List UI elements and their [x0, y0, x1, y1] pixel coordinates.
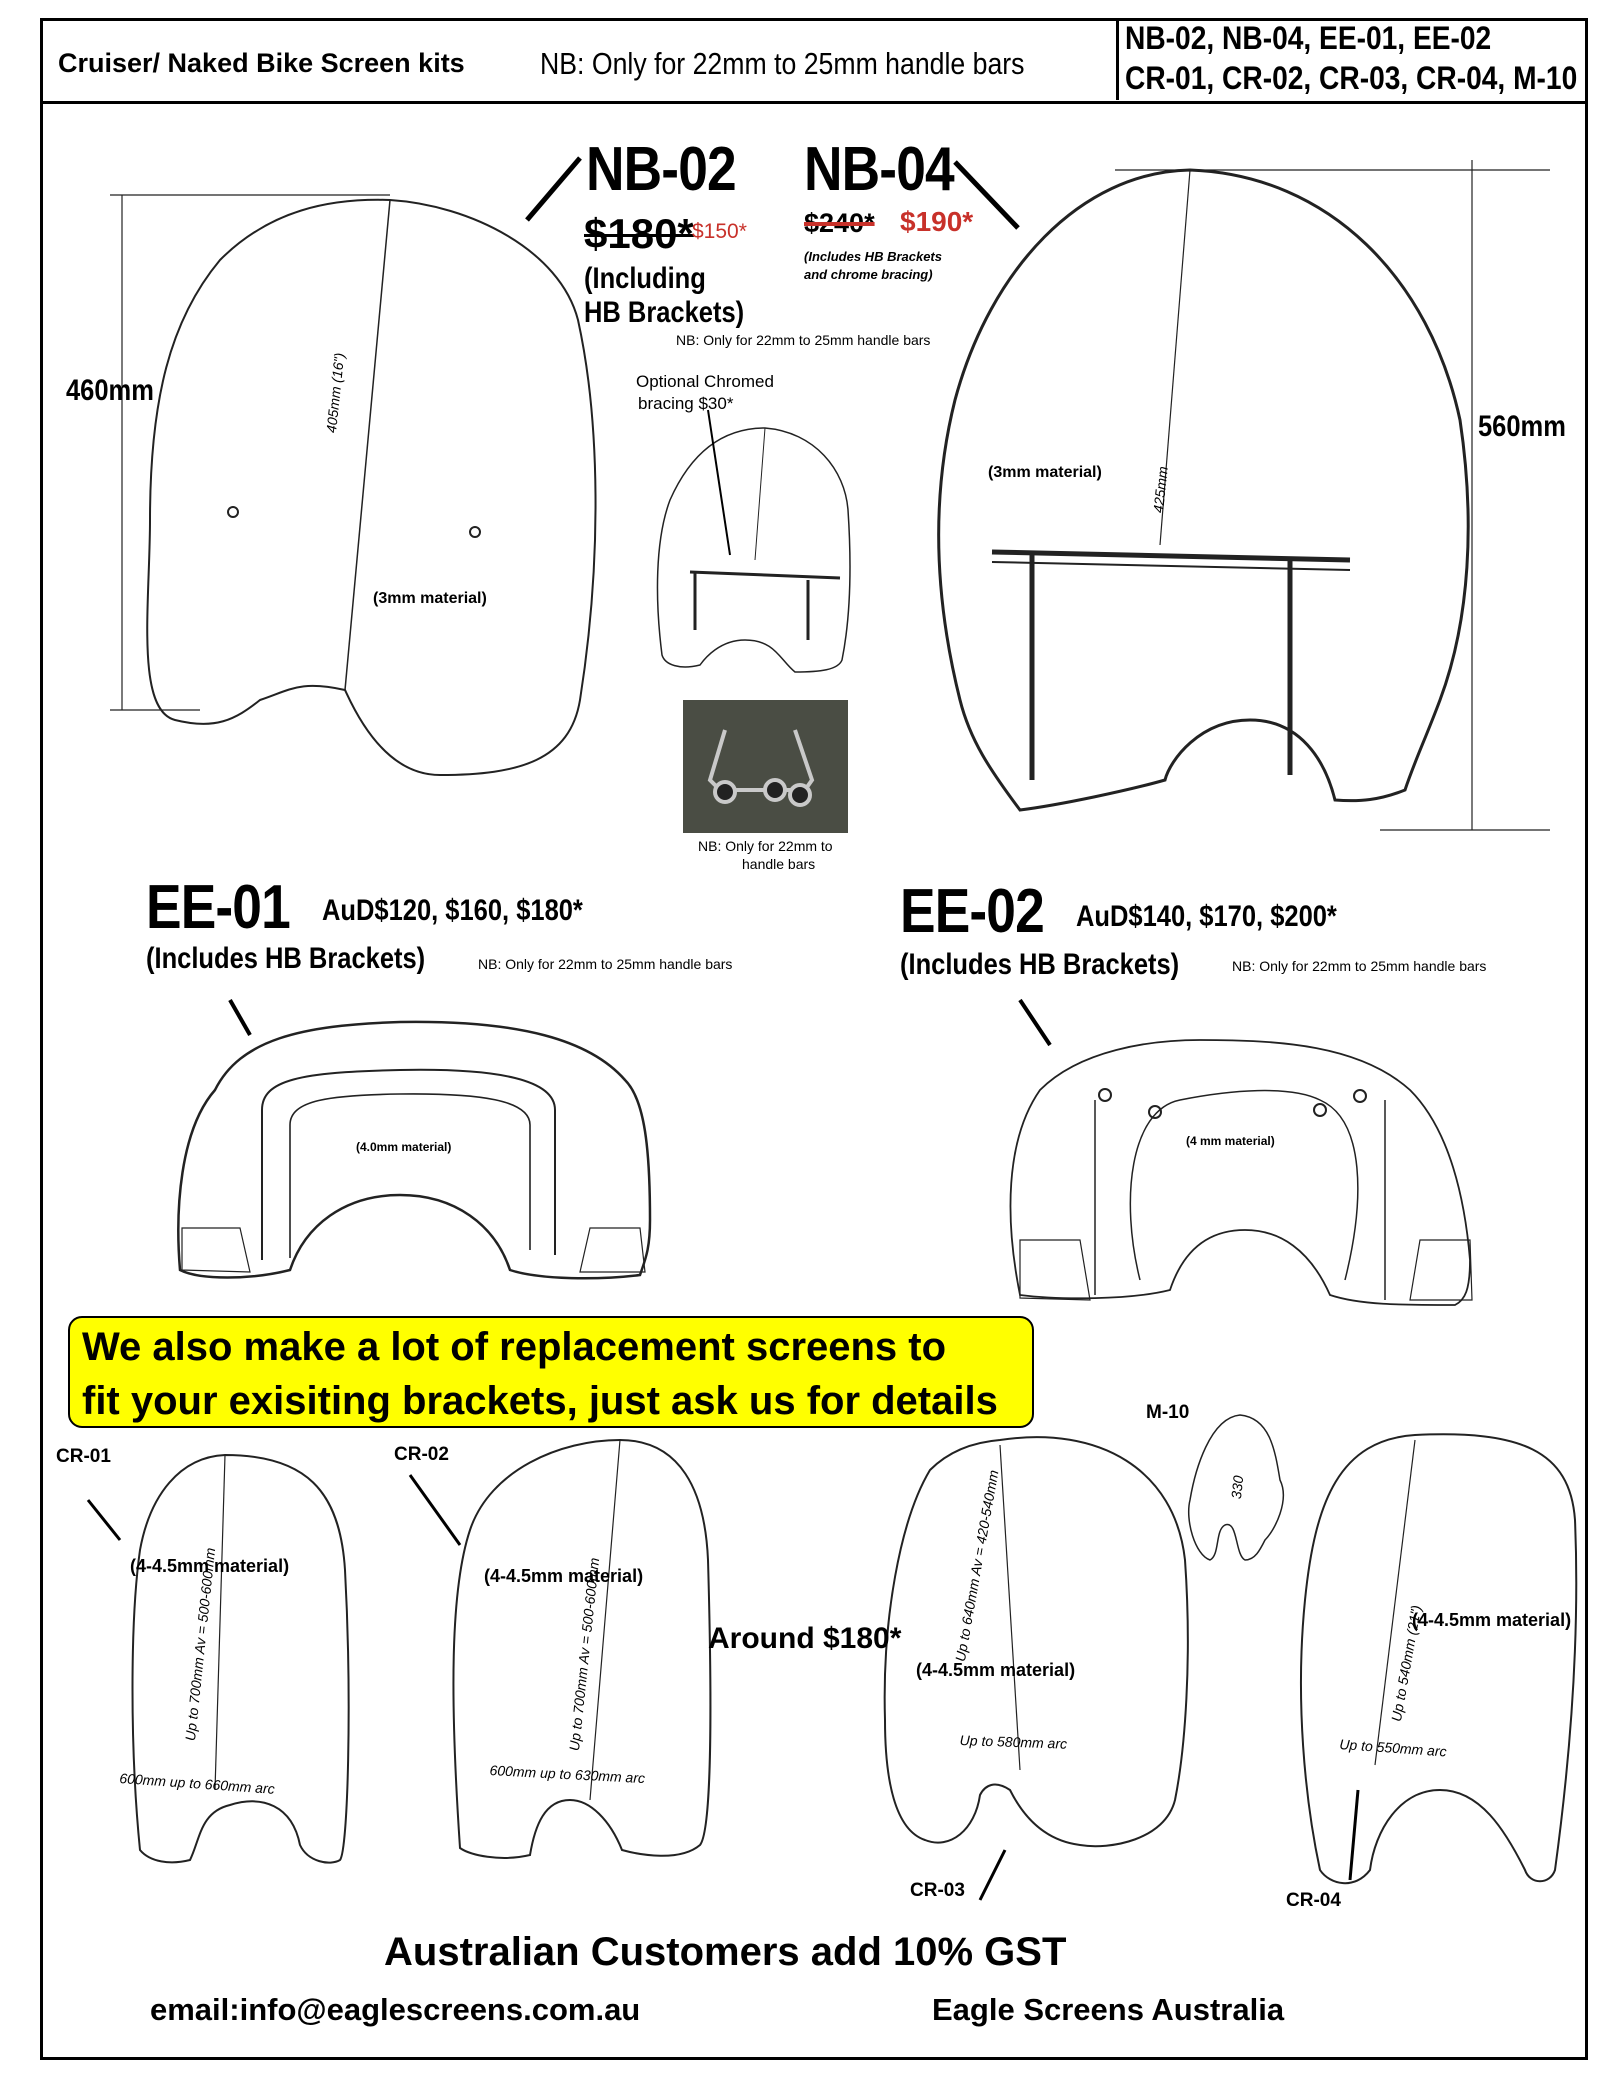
nb04-measure: 425mm [1150, 465, 1171, 514]
cr03-material: (4-4.5mm material) [916, 1660, 1076, 1680]
cr03-arc: Up to 580mm arc [959, 1732, 1068, 1752]
ee02-includes: (Includes HB Brackets) [900, 948, 1180, 981]
nb04-old-price: $240* [804, 208, 875, 238]
page-title: Cruiser/ Naked Bike Screen kits [58, 48, 465, 78]
ee02-prices: AuD$140, $170, $200* [1076, 900, 1337, 933]
cr04-material: (4-4.5mm material) [1412, 1610, 1572, 1630]
cr03-code: CR-03 [910, 1880, 965, 1901]
nb04-code: NB-04 [804, 135, 954, 204]
cr01-measure: Up to 700mm Av = 500-600mm [182, 1546, 219, 1742]
nb02-includes-line1: (Including [584, 262, 706, 295]
m10-code: M-10 [1146, 1402, 1190, 1423]
header-handlebar-note: NB: Only for 22mm to 25mm handle bars [540, 46, 1025, 81]
nb04-height: 560mm [1478, 410, 1566, 443]
cr03-measure: Up to 640mm Av = 420-540mm [952, 1468, 1002, 1663]
banner-line-2: fit your exisiting brackets, just ask us for details [82, 1379, 998, 1423]
bracing-screen-outline [657, 428, 850, 672]
nb02-height: 460mm [66, 374, 154, 407]
cr01-screen-outline [133, 1455, 349, 1863]
ee02-code: EE-02 [900, 877, 1044, 946]
bracket-photo [683, 700, 848, 833]
ee01-handlebar-note: NB: Only for 22mm to 25mm handle bars [478, 956, 733, 972]
gst-note: Australian Customers add 10% GST [384, 1930, 1067, 1974]
cr04-measure: Up to 540mm (21") [1388, 1603, 1425, 1723]
cr-series-price: Around $180* [708, 1622, 902, 1655]
m10-measure: 330 [1228, 1474, 1247, 1500]
nb02-material: (3mm material) [373, 590, 487, 607]
nb02-screen-outline [147, 200, 595, 775]
nb04-includes-line2: and chrome bracing) [804, 267, 933, 282]
ee01-includes: (Includes HB Brackets) [146, 942, 426, 975]
contact-email[interactable]: email:info@eaglescreens.com.au [150, 1992, 641, 2027]
cr02-material: (4-4.5mm material) [484, 1566, 644, 1586]
replacement-screens-banner [68, 1316, 1034, 1428]
nb02-old-price: $180* [584, 210, 694, 257]
nb02-code: NB-02 [586, 135, 736, 204]
bracing-note-line1: NB: Only for 22mm to [698, 838, 833, 854]
banner-line-1: We also make a lot of replacement screens to [82, 1325, 947, 1369]
nb04-material: (3mm material) [988, 464, 1102, 481]
nb02-measure: 405mm (16") [323, 351, 348, 434]
model-list-line-1: NB-02, NB-04, EE-01, EE-02 [1125, 20, 1492, 56]
nb04-sale-price: $190* [900, 206, 974, 237]
nb02-handlebar-note: NB: Only for 22mm to 25mm handle bars [676, 332, 931, 348]
bracing-line1: Optional Chromed [636, 372, 774, 391]
cr03-screen-outline [885, 1437, 1188, 1846]
ee02-material: (4 mm material) [1186, 1134, 1275, 1148]
ee01-prices: AuD$120, $160, $180* [322, 894, 583, 927]
model-list-line-2: CR-01, CR-02, CR-03, CR-04, M-10 [1125, 60, 1578, 96]
cr01-code: CR-01 [56, 1446, 111, 1467]
cr02-code: CR-02 [394, 1444, 449, 1465]
ee01-code: EE-01 [146, 873, 290, 942]
bracing-line2: bracing $30* [638, 394, 734, 413]
ee01-material: (4.0mm material) [356, 1140, 452, 1154]
cr02-arc: 600mm up to 630mm arc [489, 1762, 646, 1787]
nb04-screen-outline [939, 170, 1469, 810]
nb02-includes-line2: HB Brackets) [584, 296, 745, 329]
cr02-measure: Up to 700mm Av = 500-600mm [566, 1556, 603, 1752]
ee02-handlebar-note: NB: Only for 22mm to 25mm handle bars [1232, 958, 1487, 974]
bracing-note-line2: handle bars [742, 856, 816, 872]
cr04-code: CR-04 [1286, 1890, 1341, 1911]
cr04-arc: Up to 550mm arc [1338, 1736, 1448, 1760]
cr04-screen-outline [1301, 1434, 1576, 1883]
ee02-screen-outline [1010, 1040, 1470, 1305]
nb02-sale-price: $150* [692, 220, 747, 243]
company-name: Eagle Screens Australia [932, 1992, 1285, 2027]
nb04-includes-line1: (Includes HB Brackets [804, 249, 942, 264]
cr01-arc: 600mm up to 660mm arc [118, 1770, 276, 1797]
cr01-material: (4-4.5mm material) [130, 1556, 290, 1576]
